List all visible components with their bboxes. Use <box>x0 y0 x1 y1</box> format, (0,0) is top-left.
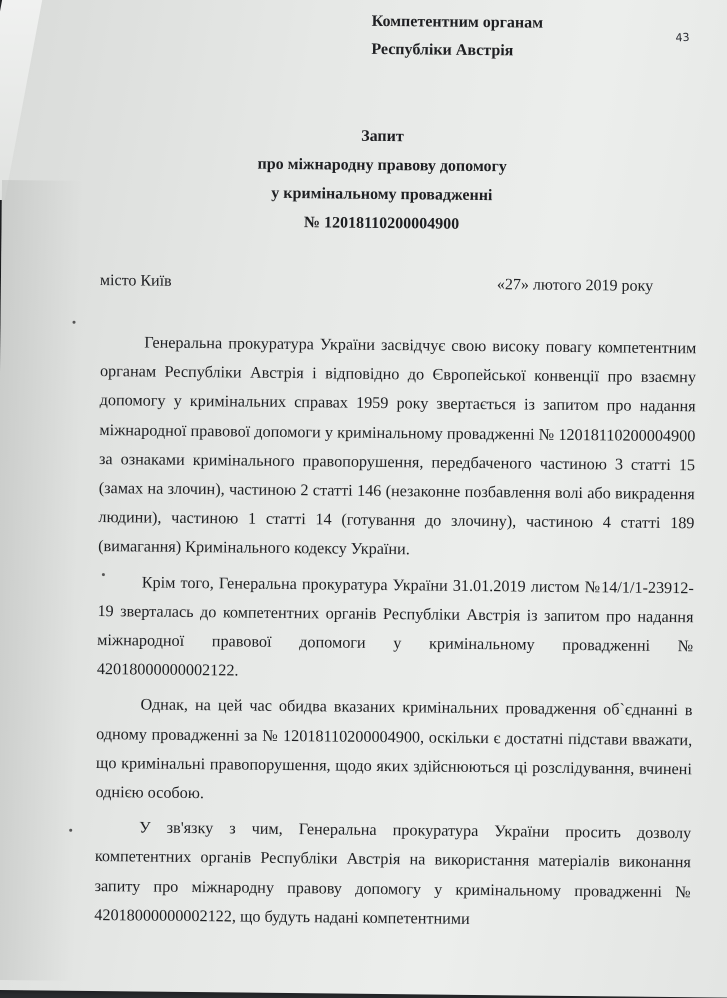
margin-dot <box>102 573 105 576</box>
page-shadow <box>0 180 82 981</box>
document-title <box>151 120 612 241</box>
margin-dot <box>69 829 72 832</box>
paragraph-3: Однак, на цей час обидва вказаних кримінальних провадження об`єднанні в одному провадженні за № 12018110200004900, оскільки є достатні підстави вважати, що кримінальні правопорушення, щодо яких здійснюються ці розслідування, вчинені однією особою. <box>95 695 693 803</box>
title-line-4: № 12018110200004900 <box>303 214 460 233</box>
recipient-line-1: Компетентним органам <box>371 12 544 32</box>
issue-date: «27» лютого 2019 року <box>496 276 654 295</box>
recipient-line-2: Республіки Австрія <box>371 40 514 60</box>
body-text <box>94 328 696 942</box>
paragraph-2: Крім того, Генеральна прокуратура України 31.01.2019 листом №14/1/1-23912-19 зверталась до компетентних органів Республіки Австрія із запитом про надання міжнародної правової допомоги у кримінальному провадженні № 42018000000002122. <box>96 573 694 680</box>
paragraph-1: Генеральна прокуратура України засвідчує свою високу повагу компетентним органам Республіки Австрія і відповідно до Європейської конвенції про взаємну допомогу у кримінальних справах 1959 року звертається із запитом про надання міжнародної правової допомоги у кримінальному провадженні № 12018110200004900 за ознаками кримінального правопорушення, передбаченого частиною 3 статті 15 (замах на злочин), частиною 2 статті 146 (незаконне позбавлення волі або викрадення людини), частиною 1 статті 14 (готування до злочину), частиною 4 статті 189 (вимагання) Кримінального кодексу України. <box>98 333 697 559</box>
title-line-1: Запит <box>361 127 404 146</box>
margin-dot <box>73 321 76 324</box>
page-corner <box>0 0 44 200</box>
title-line-3: у кримінальному провадженні <box>271 184 493 205</box>
recipient-block <box>371 8 543 66</box>
handwritten-page-number: 43 <box>675 30 690 45</box>
paragraph-4: У зв'язку з чим, Генеральна прокуратура України просить дозволу компетентних органів Республіки Австрія на використання матеріалів виконання запиту про міжнародну правову допомогу у кримінальному провадженні № 42018000000002122, що будуть надані компетентними <box>94 818 692 928</box>
title-line-2: про міжнародну правову допомогу <box>257 155 507 176</box>
place-of-issue: місто Київ <box>99 272 172 290</box>
